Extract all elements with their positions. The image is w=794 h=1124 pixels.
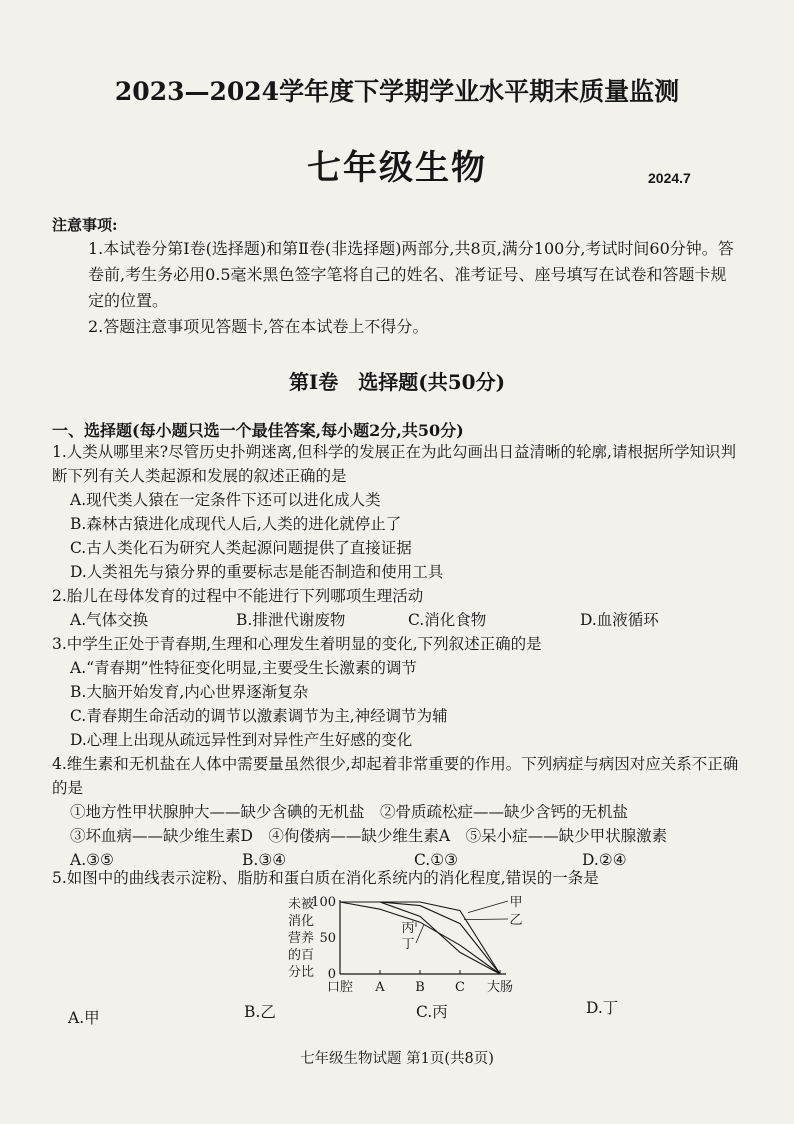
- option: C.①③: [414, 851, 459, 869]
- y-axis-label: 分比: [288, 965, 315, 980]
- option-list: [52, 656, 742, 752]
- exam-title: 2023—2024学年度下学期学业水平期末质量监测: [114, 77, 680, 106]
- option: A.③⑤: [70, 851, 114, 869]
- question-stem: 1.人类从哪里来?尽管历史扑朔迷离,但科学的发展正在为此勾画出日益清晰的轮廓,请根据所学知识判断下列有关人类起源和发展的叙述正确的是: [52, 443, 736, 485]
- option: B.③④: [242, 851, 287, 869]
- digestion-chart: [288, 896, 528, 996]
- option: D.人类祖先与猿分界的重要标志是能否制造和使用工具: [70, 563, 444, 581]
- x-tick-label: B: [415, 980, 425, 995]
- option: B.森林古猿进化成现代人后,人类的进化就停止了: [70, 515, 402, 533]
- series-label: 丁: [401, 937, 415, 952]
- series-line-丁: [340, 902, 500, 974]
- series-label: 甲: [509, 896, 523, 910]
- option: D.②④: [582, 851, 627, 869]
- option: B.乙: [244, 1003, 276, 1021]
- x-tick-label: A: [375, 980, 385, 995]
- option: A.气体交换: [70, 611, 149, 629]
- option-list: [52, 488, 742, 584]
- option: D.丁: [586, 999, 619, 1017]
- page-footer: 七年级生物试题 第1页(共8页): [300, 1051, 494, 1067]
- question-stem: 5.如图中的曲线表示淀粉、脂肪和蛋白质在消化系统内的消化程度,错误的一条是: [52, 869, 599, 887]
- x-tick-label: C: [455, 980, 465, 995]
- question-1: [52, 440, 742, 584]
- series-line-乙: [340, 902, 500, 974]
- y-axis-label: 消化: [288, 914, 315, 929]
- question-5: [52, 866, 742, 890]
- notes-heading: 注意事项:: [52, 216, 118, 234]
- option: C.青春期生命活动的调节以激素调节为主,神经调节为辅: [70, 707, 448, 725]
- x-tick-label: 口腔: [326, 980, 354, 995]
- question-4: [52, 752, 742, 872]
- y-tick-label: 50: [319, 931, 336, 946]
- option: D.血液循环: [580, 611, 659, 629]
- option: A.现代类人猿在一定条件下还可以进化成人类: [70, 491, 381, 509]
- option: A.甲: [68, 1009, 100, 1027]
- pairs-line: ③坏血病——缺少维生素D ④佝偻病——缺少维生素A ⑤呆小症——缺少甲状腺激素: [70, 827, 668, 845]
- option: A.“青春期”性特征变化明显,主要受生长激素的调节: [70, 659, 417, 677]
- section-title: 第Ⅰ卷 选择题(共50分): [288, 370, 506, 394]
- series-leader-line: [416, 924, 424, 943]
- exam-date: 2024.7: [648, 170, 691, 186]
- y-axis-label: 未被: [288, 897, 315, 912]
- y-tick-label: 100: [311, 896, 336, 910]
- option: C.消化食物: [408, 611, 487, 629]
- question-stem: 2.胎儿在母体发育的过程中不能进行下列哪项生理活动: [52, 587, 424, 605]
- question-3: [52, 632, 742, 752]
- y-axis-label: 的百: [288, 948, 315, 963]
- y-axis-label: 营养: [288, 931, 315, 946]
- option-list: [52, 608, 742, 632]
- pair-list: [52, 800, 742, 848]
- y-tick-label: 0: [327, 967, 336, 982]
- pairs-line: ①地方性甲状腺肿大——缺少含碘的无机盐 ②骨质疏松症——缺少含钙的无机盐: [70, 803, 629, 821]
- question-stem: 3.中学生正处于青春期,生理和心理发生着明显的变化,下列叙述正确的是: [52, 635, 542, 653]
- question-2: [52, 584, 742, 632]
- part-heading: 一、选择题(每小题只选一个最佳答案,每小题2分,共50分): [52, 421, 464, 440]
- series-label: 丙: [401, 921, 415, 936]
- note-item: 2.答题注意事项见答题卡,答在本试卷上不得分。: [88, 317, 429, 336]
- option: B.大脑开始发育,内心世界逐渐复杂: [70, 683, 309, 701]
- question-stem: 4.维生素和无机盐在人体中需要量虽然很少,却起着非常重要的作用。下列病症与病因对应关系不正确的是: [52, 755, 739, 797]
- note-item: 1.本试卷分第Ⅰ卷(选择题)和第Ⅱ卷(非选择题)两部分,共8页,满分100分,考试时间60分钟。答卷前,考生务必用0.5毫米黑色签字笔将自己的姓名、准考证号、座号填写在试卷和答题卡规定的位置。: [88, 239, 734, 310]
- digestion-chart-svg: [288, 896, 528, 996]
- series-line-甲: [340, 902, 500, 974]
- option: C.丙: [416, 1003, 448, 1021]
- series-line-丙: [340, 902, 500, 974]
- series-leader-line: [464, 919, 508, 920]
- x-tick-label: 大肠: [486, 980, 514, 995]
- option: D.心理上出现从疏远异性到对异性产生好感的变化: [70, 731, 413, 749]
- subject-title: 七年级生物: [307, 148, 487, 188]
- option: C.古人类化石为研究人类起源问题提供了直接证据: [70, 539, 412, 557]
- series-label: 乙: [509, 913, 523, 928]
- series-leader-line: [468, 901, 508, 913]
- option: B.排泄代谢废物: [236, 611, 346, 629]
